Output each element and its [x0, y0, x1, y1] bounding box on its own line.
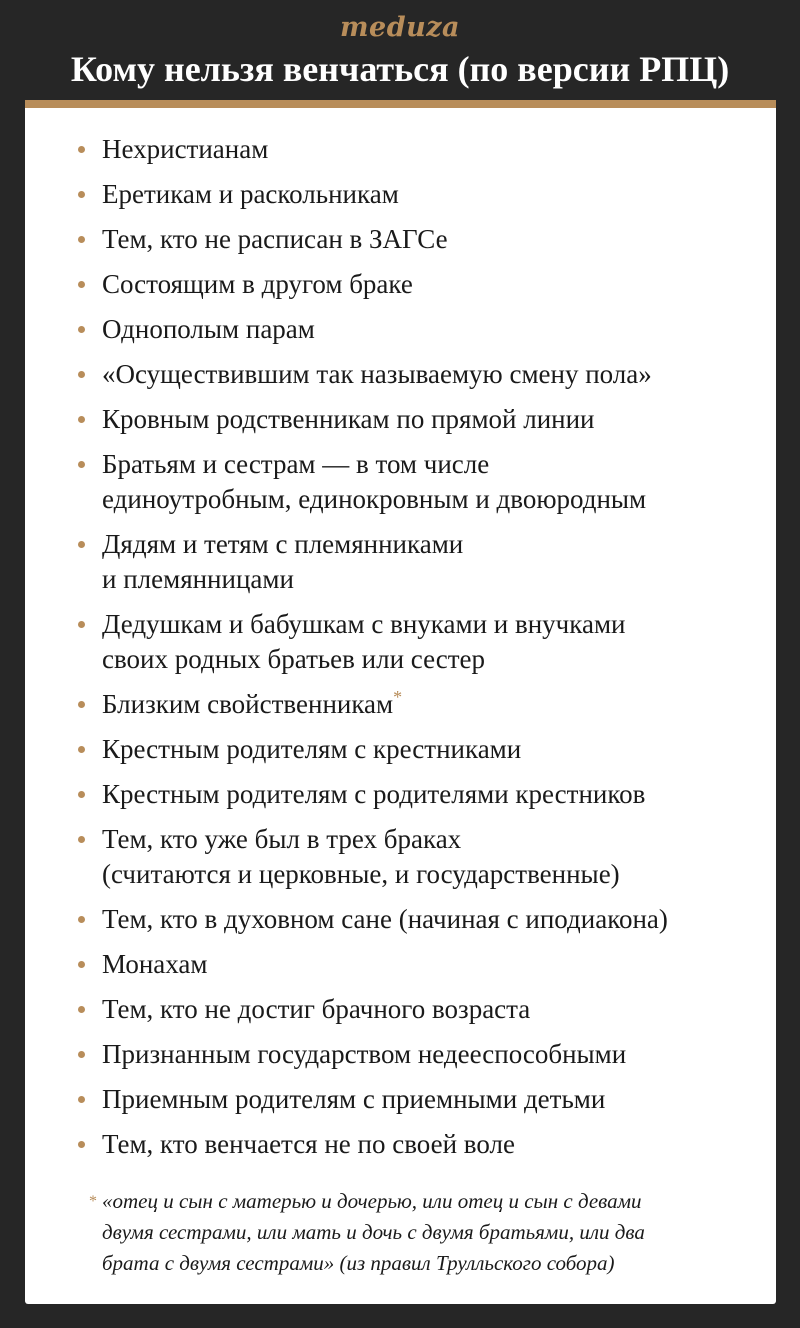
list-item [25, 222, 776, 257]
bullet-icon [78, 461, 85, 468]
list-item-text: Признанным государством недееспособными [102, 1039, 627, 1069]
list-item-text: Нехристианам [102, 134, 269, 164]
restrictions-list [25, 132, 776, 1172]
list-item [25, 357, 776, 392]
list-item-text: своих родных братьев или сестер [102, 644, 486, 674]
list-item-text: Тем, кто в духовном сане (начиная с иподиакона) [102, 904, 668, 934]
list-item-text: Дядям и тетям с племянниками [102, 529, 464, 559]
list-item-text: единоутробным, единокровным и двоюродным [102, 484, 647, 514]
content-card [25, 100, 776, 1304]
list-item-text: Приемным родителям с приемными детьми [102, 1084, 606, 1114]
bullet-icon [78, 1141, 85, 1148]
list-item [25, 777, 776, 812]
list-item [25, 732, 776, 767]
list-item [25, 402, 776, 437]
bullet-icon [78, 326, 85, 333]
list-item [25, 822, 776, 892]
footnote-line: двумя сестрами, или мать и дочь с двумя братьями, или два [102, 1220, 645, 1244]
footnote [89, 1186, 752, 1279]
list-item-text: Тем, кто не достиг брачного возраста [102, 994, 531, 1024]
bullet-icon [78, 1006, 85, 1013]
bullet-icon [78, 961, 85, 968]
list-item [25, 607, 776, 677]
list-item-text: Близким свойственникам [102, 689, 394, 719]
list-item-text: Тем, кто венчается не по своей воле [102, 1129, 515, 1159]
list-item [25, 312, 776, 347]
footnote-marker: * [393, 687, 403, 707]
list-item-text: (считаются и церковные, и государственные) [102, 859, 620, 889]
list-item-text: Крестным родителям с крестниками [102, 734, 522, 764]
list-item-text: Состоящим в другом браке [102, 269, 413, 299]
list-item [25, 1082, 776, 1117]
footnote-line: брата с двумя сестрами» (из правил Трулльского собора) [102, 1251, 615, 1275]
list-item [25, 1127, 776, 1162]
list-item [25, 1037, 776, 1072]
list-item-text: Тем, кто уже был в трех браках [102, 824, 462, 854]
list-item [25, 947, 776, 982]
list-item [25, 267, 776, 302]
footnote-line: «отец и сын с матерью и дочерью, или отец и сын с девами [102, 1189, 642, 1213]
list-item-text: Кровным родственникам по прямой линии [102, 404, 595, 434]
footnote-asterisk: * [89, 1193, 97, 1210]
bullet-icon [78, 371, 85, 378]
list-item-text: Братьям и сестрам — в том числе [102, 449, 490, 479]
bullet-icon [78, 916, 85, 923]
bullet-icon [78, 416, 85, 423]
bullet-icon [78, 746, 85, 753]
list-item [25, 902, 776, 937]
bullet-icon [78, 191, 85, 198]
bullet-icon [78, 281, 85, 288]
page-title: Кому нельзя венчаться (по версии РПЦ) [70, 49, 730, 89]
list-item-text: и племянницами [102, 564, 294, 594]
list-item-text: «Осуществившим так называемую смену пола» [102, 359, 652, 389]
bullet-icon [78, 236, 85, 243]
bullet-icon [78, 791, 85, 798]
list-item-text: Крестным родителям с родителями крестников [102, 779, 646, 809]
list-item [25, 992, 776, 1027]
list-item [25, 132, 776, 167]
bullet-icon [78, 146, 85, 153]
list-item-text: Однополым парам [102, 314, 315, 344]
bullet-icon [78, 541, 85, 548]
meduza-logo: meduza [339, 12, 461, 43]
bullet-icon [78, 1096, 85, 1103]
list-item-text: Дедушкам и бабушкам с внуками и внучками [102, 609, 626, 639]
bullet-icon [78, 621, 85, 628]
bullet-icon [78, 836, 85, 843]
list-item-text: Монахам [102, 949, 208, 979]
list-item [25, 687, 776, 722]
list-item-text: Тем, кто не расписан в ЗАГСе [102, 224, 448, 254]
list-item-text: Еретикам и раскольникам [102, 179, 399, 209]
bullet-icon [78, 1051, 85, 1058]
list-item [25, 447, 776, 517]
list-item [25, 527, 776, 597]
bullet-icon [78, 701, 85, 708]
list-item [25, 177, 776, 212]
